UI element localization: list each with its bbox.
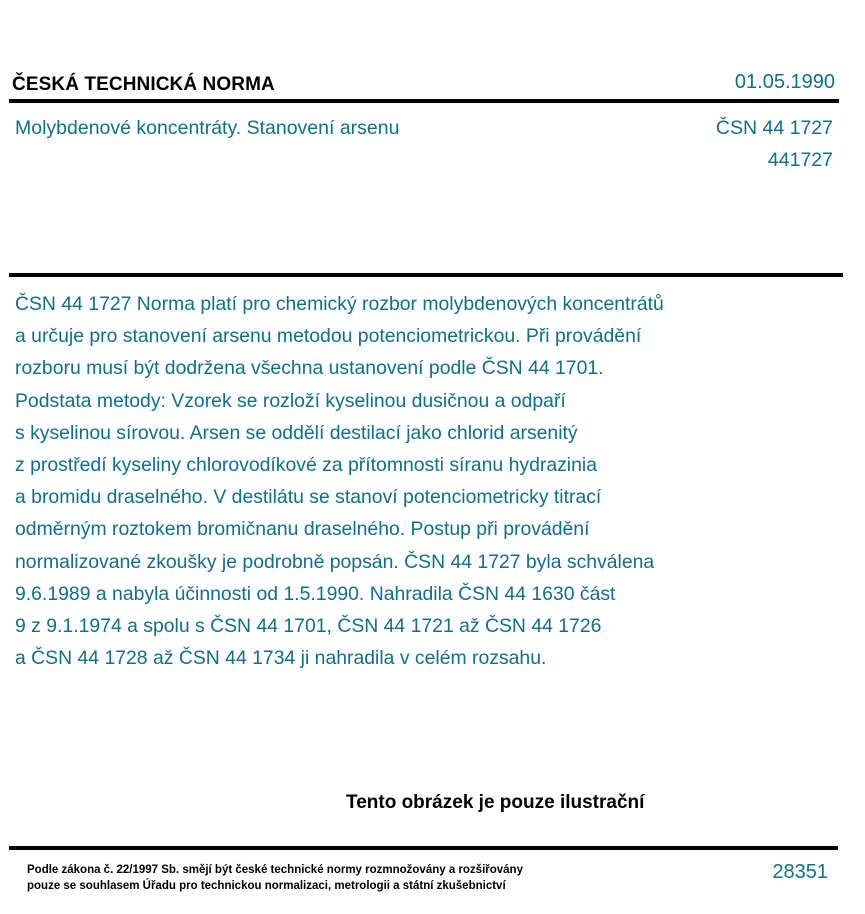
abstract-line: rozboru musí být dodržena všechna ustanovení podle ČSN 44 1701. [15,357,604,380]
header-divider [9,99,839,103]
abstract-line: s kyselinou sírovou. Arsen se oddělí destilací jako chlorid arsenitý [15,421,578,444]
legal-notice-line: pouze se souhlasem Úřadu pro technickou normalizaci, metrologii a státní zkušebnictví [27,880,506,892]
abstract-line: Podstata metody: Vzorek se rozloží kyselinou dusičnou a odpaří [15,389,566,412]
abstract-line: ČSN 44 1727 Norma platí pro chemický rozbor molybdenových koncentrátů [15,293,664,315]
abstract-line: a ČSN 44 1728 až ČSN 44 1734 ji nahradila v celém rozsahu. [15,647,547,670]
abstract-line: 9 z 9.1.1974 a spolu s ČSN 44 1701, ČSN 44 1721 až ČSN 44 1726 [15,615,602,638]
abstract-line: odměrným roztokem bromičnanu draselného. Postup při provádění [15,518,590,541]
section-divider [9,273,843,277]
legal-notice-line: Podle zákona č. 22/1997 Sb. smějí být české technické normy rozmnožovány a rozšiřovány [27,864,523,876]
publication-date: 01.05.1990 [734,71,835,93]
classification-code: 441727 [767,149,833,171]
abstract-line: 9.6.1989 a nabyla účinnosti od 1.5.1990. Nahradila ČSN 44 1630 část [15,582,616,605]
page-number: 28351 [772,861,828,883]
abstract-line: a určuje pro stanovení arsenu metodou potenciometrickou. Při provádění [15,325,642,348]
legal-notice [27,862,523,894]
footer-divider [9,846,838,850]
abstract-text [15,288,775,674]
illustration-note: Tento obrázek je pouze ilustrační [346,792,645,813]
abstract-line: z prostředí kyseliny chlorovodíkové za přítomnosti síranu hydrazinia [15,454,597,477]
abstract-line: normalizované zkoušky je podrobně popsán. ČSN 44 1727 byla schválena [15,550,655,573]
abstract-line: a bromidu draselného. V destilátu se stanoví potenciometricky titrací [15,486,602,509]
document-title: Molybdenové koncentráty. Stanovení arsenu [15,117,400,139]
document-number: ČSN 44 1727 [715,117,833,139]
standard-header-title: ČESKÁ TECHNICKÁ NORMA [12,74,275,95]
